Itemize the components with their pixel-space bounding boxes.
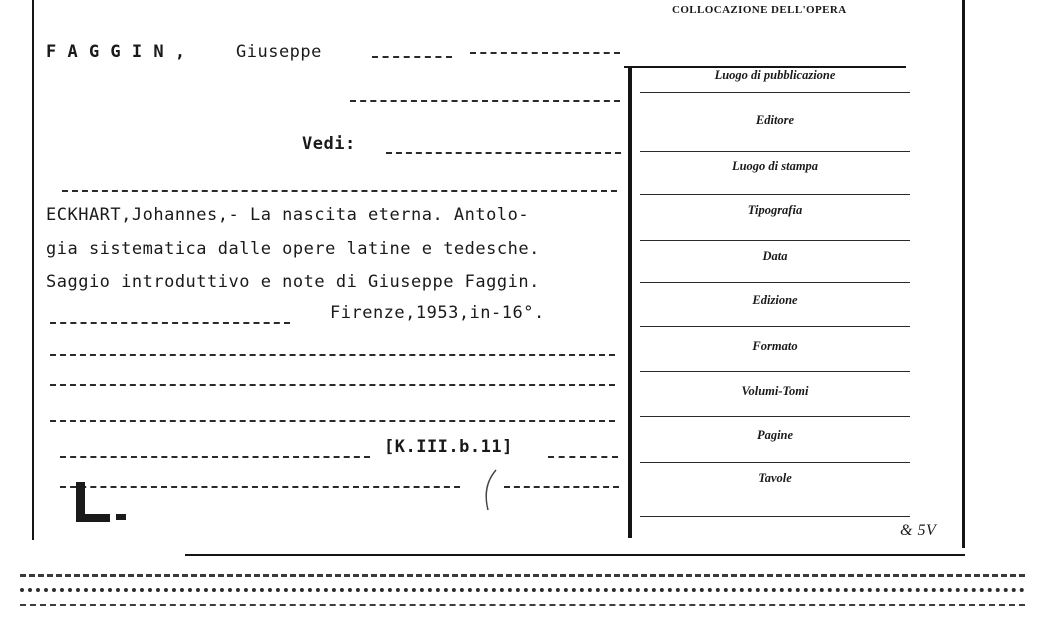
field-rule (640, 92, 910, 93)
entry-line-1: ECKHART,Johannes,- La nascita eterna. Antolo- (46, 205, 530, 225)
field-rule (640, 282, 910, 283)
guide-line (60, 456, 370, 458)
publication-line: Firenze,1953,in-16°. (330, 303, 545, 323)
guide-line (548, 456, 618, 458)
guide-line (50, 354, 615, 356)
corner-note: & 5V (900, 522, 937, 539)
entry-line-2: gia sistematica dalle opere latine e tedesche. (46, 239, 540, 259)
field-rule (640, 416, 910, 417)
field-place-of-publication: Luogo di pubblicazione (714, 68, 836, 82)
field-edition: Edizione (752, 293, 798, 307)
column-divider (628, 68, 632, 538)
pencil-mark (478, 466, 508, 516)
bottom-rule (185, 554, 965, 556)
field-printer: Tipografia (747, 203, 803, 217)
field-date: Data (762, 249, 788, 263)
field-volumes: Volumi-Tomi (741, 384, 809, 398)
field-rule (640, 151, 910, 152)
right-border (962, 0, 965, 548)
corner-bracket-mark (72, 480, 142, 530)
field-rule (640, 462, 910, 463)
guide-line (50, 420, 615, 422)
header-title: COLLOCAZIONE DELL'OPERA (672, 4, 847, 16)
field-plates: Tavole (758, 471, 792, 485)
guide-line (504, 486, 619, 488)
field-pages: Pagine (756, 428, 794, 442)
field-place-of-printing: Luogo di stampa (731, 159, 819, 173)
see-label: Vedi: (302, 134, 356, 154)
guide-line (350, 100, 620, 102)
left-border (32, 0, 34, 540)
field-rule (640, 326, 910, 327)
scan-edge (20, 604, 1025, 606)
shelfmark: [K.III.b.11] (384, 437, 513, 457)
scan-edge (20, 574, 1025, 577)
guide-line (50, 384, 615, 386)
field-rule (640, 194, 910, 195)
field-rule (640, 240, 910, 241)
guide-line (50, 322, 290, 324)
field-rule (640, 371, 910, 372)
author-given-name: Giuseppe (236, 42, 322, 62)
entry-line-3: Saggio introduttivo e note di Giuseppe Faggin. (46, 272, 540, 292)
scan-edge (20, 588, 1025, 592)
guide-line (386, 152, 621, 154)
author-surname: F A G G I N , (46, 42, 186, 62)
guide-line (470, 52, 620, 54)
guide-line (372, 56, 452, 58)
guide-line (62, 190, 617, 192)
field-rule (640, 516, 910, 517)
field-publisher: Editore (755, 113, 795, 127)
field-format: Formato (752, 339, 798, 353)
